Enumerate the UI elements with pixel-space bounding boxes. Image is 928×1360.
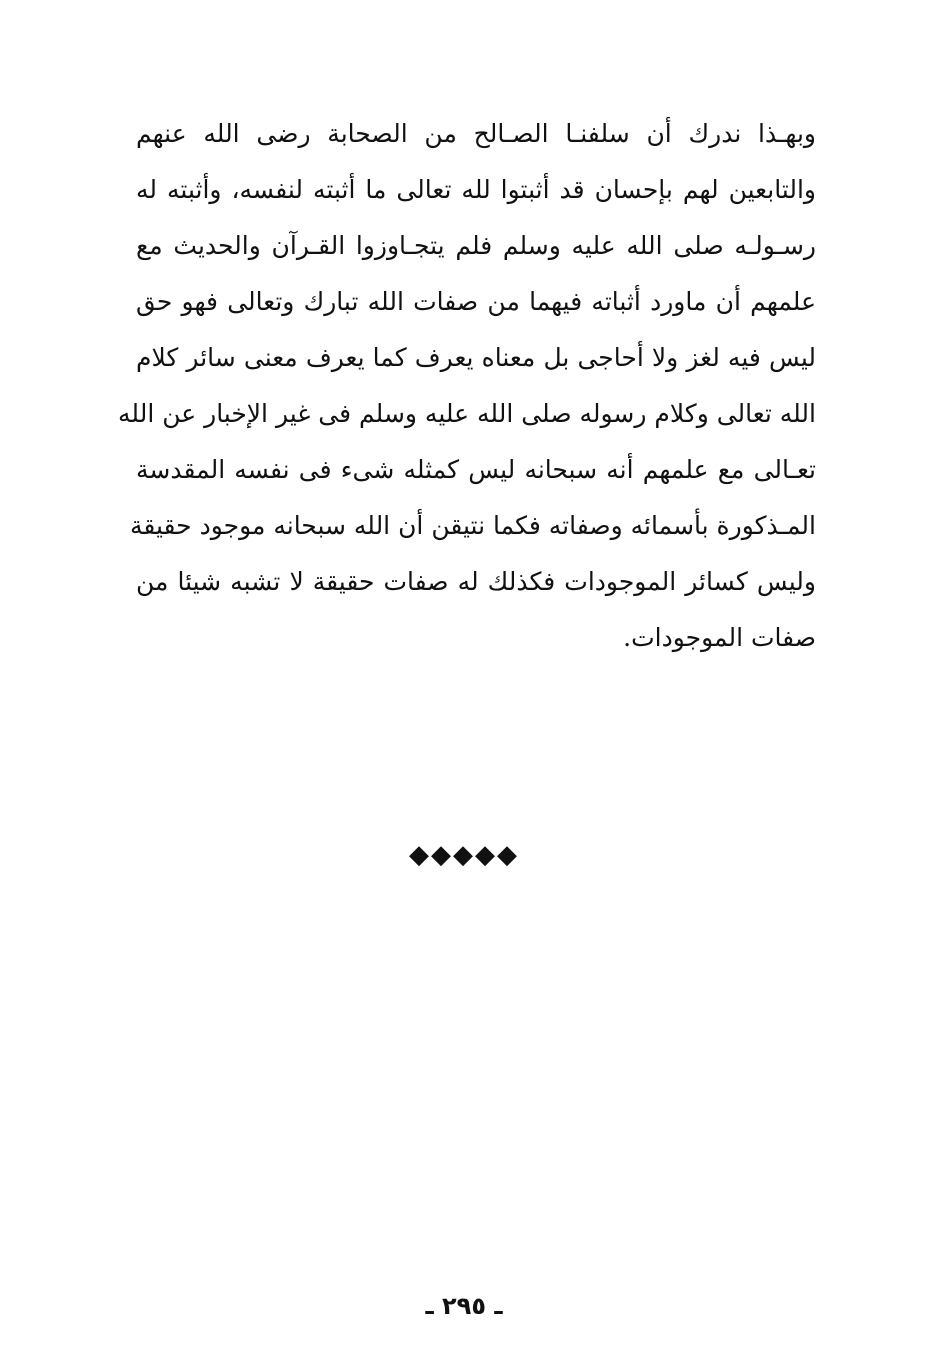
text-line-10: صفات الموجودات. <box>623 623 816 652</box>
text-line-3: رسـولـه صلى الله عليه وسلم فلم يتجـاوزوا القـرآن والحديث مع <box>136 231 816 260</box>
text-line-6: الله تعالى وكلام رسوله صلى الله عليه وسلم فى غير الإخبار عن الله <box>118 399 816 428</box>
text-line-9: وليس كسائر الموجودات فكذلك له صفات حقيقة لا تشبه شيئا من <box>136 567 816 596</box>
body-paragraph <box>118 106 816 666</box>
text-line-1: وبهـذا ندرك أن سلفنـا الصـالح من الصحابة رضى الله عنهم <box>136 119 816 148</box>
text-line-2: والتابعين لهم بإحسان قد أثبتوا لله تعالى ما أثبته لنفسه، وأثبته له <box>136 175 816 204</box>
text-line-4: علمهم أن ماورد أثباته فيهما من صفات الله تبارك وتعالى فهو حق <box>136 287 816 316</box>
section-ornament: ◆◆◆◆◆ <box>409 840 519 870</box>
text-line-8: المـذكورة بأسمائه وصفاته فكما نتيقن أن الله سبحانه موجود حقيقة <box>129 511 816 540</box>
page-number: ـ ٢٩٥ ـ <box>425 1292 503 1320</box>
text-line-7: تعـالى مع علمهم أنه سبحانه ليس كمثله شىء فى نفسه المقدسة <box>136 455 816 484</box>
text-line-5: ليس فيه لغز ولا أحاجى بل معناه يعرف كما يعرف معنى سائر كلام <box>136 343 816 372</box>
